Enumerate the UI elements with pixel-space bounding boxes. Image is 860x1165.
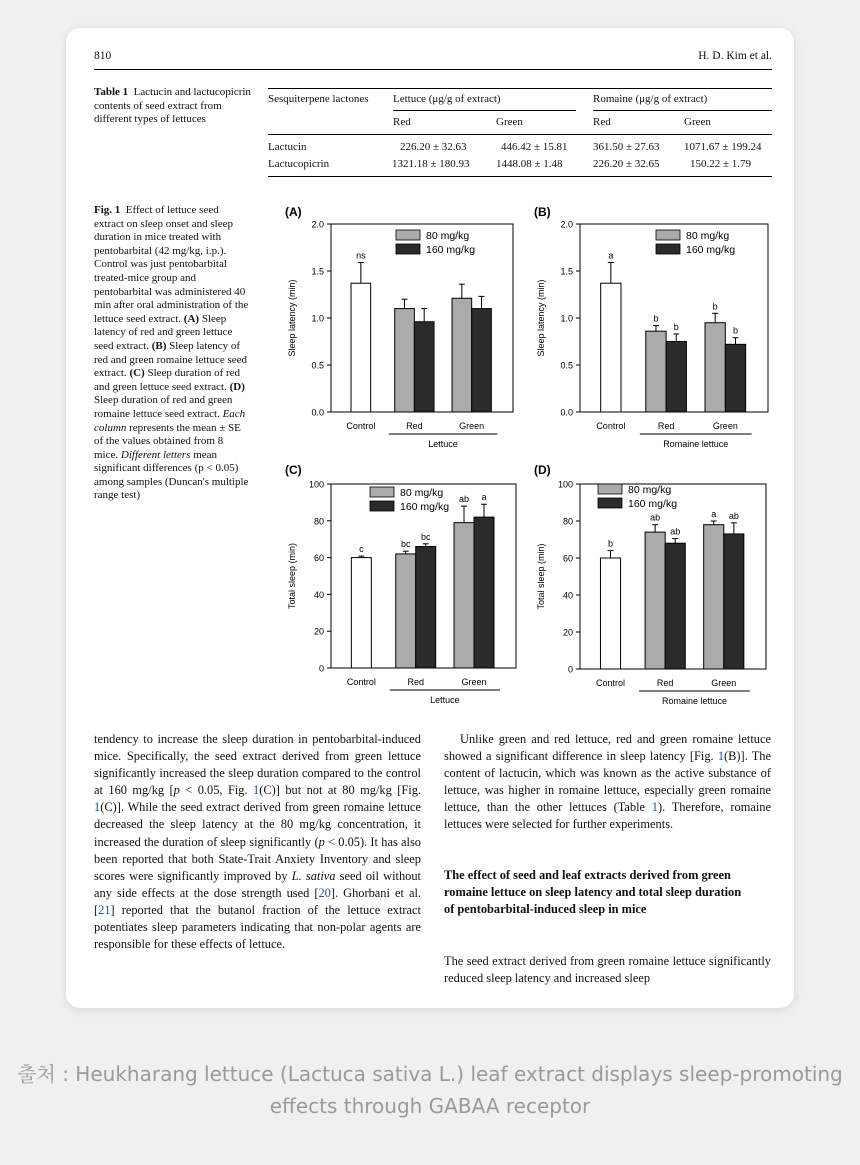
figure-1 bbox=[276, 200, 776, 712]
table-cell: 1321.18 ± 180.93 bbox=[392, 158, 470, 170]
table-cell: 150.22 ± 1.79 bbox=[690, 158, 752, 170]
legend-label: 80 mg/kg bbox=[686, 230, 730, 242]
bar bbox=[396, 554, 416, 668]
significance-label: b bbox=[653, 313, 659, 324]
table-subcol-green: Green bbox=[496, 116, 523, 128]
legend-swatch bbox=[396, 230, 420, 240]
bar bbox=[704, 525, 724, 669]
table-top-rule bbox=[268, 88, 772, 89]
significance-label: b bbox=[607, 538, 614, 549]
caption-italic: Each column bbox=[94, 407, 246, 434]
table-group-rule-2 bbox=[593, 110, 772, 111]
bar bbox=[472, 309, 492, 412]
y-tick-label: 80 bbox=[313, 516, 324, 527]
figure-link[interactable]: 1 bbox=[94, 800, 101, 815]
body-right-paragraph-2: The seed extract derived from green romaine lettuce significantly reduced sleep latency and increased sleep bbox=[444, 954, 771, 986]
caption-text: mean significant differences (p < 0.05) among samples (Duncan's multiple range test) bbox=[94, 448, 249, 502]
legend-label: 80 mg/kg bbox=[400, 487, 444, 499]
significance-label: a bbox=[711, 509, 717, 519]
legend-swatch bbox=[396, 244, 420, 254]
y-axis-label: Total sleep (min) bbox=[287, 542, 297, 610]
body-text: < 0.05, Fig. bbox=[179, 783, 254, 798]
bar bbox=[705, 323, 725, 412]
x-category-label: Control bbox=[595, 678, 626, 688]
y-tick-label: 60 bbox=[562, 553, 573, 564]
legend-swatch bbox=[370, 487, 394, 497]
table-link[interactable]: 1 bbox=[651, 800, 658, 815]
caption-italic: Different letters bbox=[120, 448, 191, 461]
body-right-paragraph-1 bbox=[444, 731, 771, 834]
significance-label: bc bbox=[420, 531, 431, 542]
x-category-label: Green bbox=[459, 421, 485, 431]
body-text: < 0.05). It has also been reported that both State-Trait Anxiety Inventory and sleep scores were significantly improved by bbox=[94, 834, 421, 883]
x-category-label: Red bbox=[406, 421, 423, 431]
body-italic: L. sativa bbox=[291, 868, 336, 883]
caption-text: Sleep duration of red and green romaine lettuce seed extract. bbox=[94, 394, 233, 420]
group-label: Lettuce bbox=[428, 439, 458, 449]
legend-swatch bbox=[656, 244, 680, 254]
table-row-name: Lactucopicrin bbox=[268, 158, 330, 170]
y-tick-label: 1.0 bbox=[560, 313, 573, 324]
significance-label: ab bbox=[459, 494, 470, 505]
bar bbox=[646, 331, 666, 412]
significance-label: bc bbox=[400, 539, 411, 550]
caption-text: represents the mean ± SE of the values obtained from 8 mice. bbox=[94, 421, 241, 461]
legend-swatch bbox=[598, 498, 622, 508]
significance-label: ab bbox=[728, 510, 739, 521]
body-text: seed oil without any side effects at the dose strength used [ bbox=[94, 868, 421, 900]
header-rule bbox=[94, 69, 772, 70]
bar bbox=[600, 558, 620, 669]
table-row-name: Lactucin bbox=[268, 141, 307, 153]
citation-link[interactable]: 20 bbox=[318, 885, 331, 900]
panel-label: (C) bbox=[285, 463, 302, 477]
bar bbox=[414, 322, 434, 412]
significance-label: b bbox=[732, 325, 738, 336]
table-bottom-rule bbox=[268, 176, 772, 177]
citation-link[interactable]: 21 bbox=[98, 902, 111, 917]
y-tick-label: 40 bbox=[313, 589, 324, 600]
page-number: 810 bbox=[94, 50, 112, 62]
y-tick-label: 2.0 bbox=[311, 219, 324, 230]
legend-swatch bbox=[370, 501, 394, 511]
caption-panel-ref: (D) bbox=[229, 380, 245, 393]
group-label: Lettuce bbox=[430, 695, 460, 705]
bar bbox=[645, 532, 665, 669]
body-text: ]. Ghorbani et al. [ bbox=[94, 885, 421, 917]
group-label: Romaine lettuce bbox=[661, 696, 728, 706]
legend-swatch bbox=[598, 484, 622, 494]
body-text: (C)]. While the seed extract derived from green romaine lettuce decreased the sleep latency at the 80 mg/kg concentration, it increased the duration of sleep significantly ( bbox=[94, 800, 421, 849]
y-tick-label: 0 bbox=[567, 664, 573, 675]
table-cell: 226.20 ± 32.63 bbox=[400, 141, 467, 153]
panel-label: (B) bbox=[534, 205, 551, 219]
bar bbox=[474, 517, 494, 668]
bar bbox=[724, 534, 744, 669]
y-tick-label: 60 bbox=[313, 553, 324, 564]
body-text: tendency to increase the sleep duration in pentobarbital-induced mice. Specifically, the seed extract derived from green lettuce significantly increased the sleep duration compared to the control at 160 mg/kg [ bbox=[94, 732, 421, 798]
y-tick-label: 1.5 bbox=[560, 266, 573, 277]
table-cell: 446.42 ± 15.81 bbox=[501, 141, 568, 153]
significance-label: b bbox=[712, 301, 718, 312]
bar bbox=[452, 298, 472, 412]
legend-label: 160 mg/kg bbox=[426, 244, 476, 256]
x-category-label: Control bbox=[346, 421, 376, 431]
table-group-lettuce: Lettuce (μg/g of extract) bbox=[393, 93, 501, 105]
significance-label: b bbox=[673, 321, 679, 332]
table-subcol-red: Red bbox=[393, 116, 411, 128]
y-axis-label: Sleep latency (min) bbox=[287, 279, 297, 357]
group-label: Romaine lettuce bbox=[663, 439, 729, 449]
table-caption-text: Lactucin and lactucopicrin contents of seed extract from different types of lettuces bbox=[94, 86, 251, 125]
legend-label: 80 mg/kg bbox=[628, 484, 672, 496]
y-tick-label: 20 bbox=[562, 627, 573, 638]
x-category-label: Green bbox=[711, 678, 737, 688]
panel-label: (D) bbox=[534, 463, 551, 477]
significance-label: ns bbox=[356, 250, 366, 261]
y-axis-label: Total sleep (min) bbox=[536, 543, 546, 610]
bar bbox=[395, 309, 415, 412]
body-left-paragraph bbox=[94, 731, 421, 953]
y-tick-label: 100 bbox=[557, 479, 573, 490]
significance-label: a bbox=[481, 492, 487, 503]
y-tick-label: 0.0 bbox=[311, 407, 324, 418]
caption-text: Effect of lettuce seed extract on sleep onset and sleep duration in mice treated with pentobarbital (42 mg/kg, i.p.). Control was just pentobarbital treated-mice group and pentobarbital was administered 40 min after oral administration of the lettuce seed extract. bbox=[94, 204, 249, 325]
bar bbox=[725, 344, 745, 412]
y-tick-label: 80 bbox=[562, 516, 573, 527]
table-cell: 361.50 ± 27.63 bbox=[593, 141, 660, 153]
panel-label: (A) bbox=[285, 205, 302, 219]
legend-label: 160 mg/kg bbox=[686, 244, 736, 256]
x-category-label: Control bbox=[596, 421, 626, 431]
table-cell: 226.20 ± 32.65 bbox=[593, 158, 660, 170]
running-authors: H. D. Kim et al. bbox=[698, 50, 772, 62]
caption-text: Sleep latency of red and green lettuce seed extract. bbox=[94, 312, 233, 352]
x-category-label: Red bbox=[407, 677, 424, 687]
caption-text: Sleep latency of red and green romaine lettuce seed extract. bbox=[94, 339, 248, 380]
body-text: ). Therefore, romaine lettuces were selected for further experiments. bbox=[444, 800, 771, 832]
body-text: (B)]. The content of lactucin, which was known as the active substance of lettuce, was higher in romaine lettuce, especially green romaine lettuce, than the other lettuces (Table bbox=[444, 749, 771, 815]
caption-panel-ref: (C) bbox=[129, 367, 145, 380]
y-tick-label: 0.5 bbox=[311, 360, 324, 371]
y-tick-label: 0.0 bbox=[560, 407, 573, 418]
y-tick-label: 2.0 bbox=[560, 219, 573, 230]
y-tick-label: 1.0 bbox=[311, 313, 324, 324]
figure-label: Fig. 1 bbox=[94, 204, 121, 216]
y-tick-label: 1.5 bbox=[311, 266, 324, 277]
table-mid-rule bbox=[268, 134, 772, 135]
y-tick-label: 100 bbox=[308, 479, 324, 490]
body-italic: p bbox=[173, 783, 180, 798]
body-text: Unlike green and red lettuce, red and green romaine lettuce showed a significant difference in sleep latency [Fig. bbox=[444, 732, 771, 764]
bar bbox=[666, 342, 686, 413]
table-col-header: Sesquiterpene lactones bbox=[268, 93, 369, 105]
figure-caption bbox=[94, 204, 250, 503]
y-tick-label: 0 bbox=[318, 663, 324, 674]
x-category-label: Green bbox=[461, 677, 487, 687]
y-tick-label: 20 bbox=[313, 626, 324, 637]
legend-swatch bbox=[656, 230, 680, 240]
bar bbox=[351, 558, 371, 668]
figure-link[interactable]: 1 bbox=[717, 749, 725, 764]
table-group-romaine: Romaine (μg/g of extract) bbox=[593, 93, 708, 105]
significance-label: ab bbox=[670, 526, 681, 537]
table-group-rule-1 bbox=[393, 110, 576, 111]
bar bbox=[351, 283, 371, 412]
legend-label: 80 mg/kg bbox=[426, 230, 470, 242]
x-category-label: Red bbox=[657, 421, 675, 431]
legend-label: 160 mg/kg bbox=[628, 498, 678, 510]
body-text: ] reported that the butanol fraction of the lettuce extract potentiates sleep parameters indicating that non-polar agents are responsible for these effects of lettuce. bbox=[94, 902, 421, 952]
bar bbox=[454, 523, 474, 668]
table-subcol-red: Red bbox=[593, 116, 611, 128]
body-text: (C)] but not at 80 mg/kg [Fig. bbox=[259, 783, 421, 798]
significance-label: a bbox=[608, 250, 614, 261]
section-heading: The effect of seed and leaf extracts derived from green romaine lettuce on sleep latency and total sleep duration of pentobarbital-induced sleep in mice bbox=[444, 868, 742, 917]
source-caption: 출처 : Heukharang lettuce (Lactuca sativa L.) leaf extract displays sleep-promoting effects through GABAA receptor bbox=[17, 1062, 843, 1118]
body-italic: p bbox=[318, 834, 325, 849]
caption-text: Sleep duration of red and green lettuce seed extract. bbox=[94, 367, 241, 393]
x-category-label: Green bbox=[712, 421, 738, 431]
figure-link[interactable]: 1 bbox=[253, 783, 260, 798]
table-label: Table 1 bbox=[94, 86, 129, 98]
bar bbox=[416, 547, 436, 668]
x-category-label: Red bbox=[656, 678, 674, 688]
y-axis-label: Sleep latency (min) bbox=[536, 279, 546, 357]
caption-panel-ref: (A) bbox=[183, 312, 200, 325]
table-subcol-green: Green bbox=[684, 116, 711, 128]
legend-label: 160 mg/kg bbox=[400, 501, 450, 513]
significance-label: c bbox=[359, 544, 364, 555]
x-category-label: Control bbox=[346, 677, 376, 687]
table-caption bbox=[94, 86, 254, 127]
caption-panel-ref: (B) bbox=[151, 339, 167, 352]
bar bbox=[601, 283, 621, 412]
significance-label: ab bbox=[650, 512, 661, 523]
bar bbox=[665, 543, 685, 669]
y-tick-label: 0.5 bbox=[560, 360, 573, 371]
table-cell: 1448.08 ± 1.48 bbox=[496, 158, 563, 170]
table-cell: 1071.67 ± 199.24 bbox=[684, 141, 762, 153]
y-tick-label: 40 bbox=[562, 590, 573, 601]
